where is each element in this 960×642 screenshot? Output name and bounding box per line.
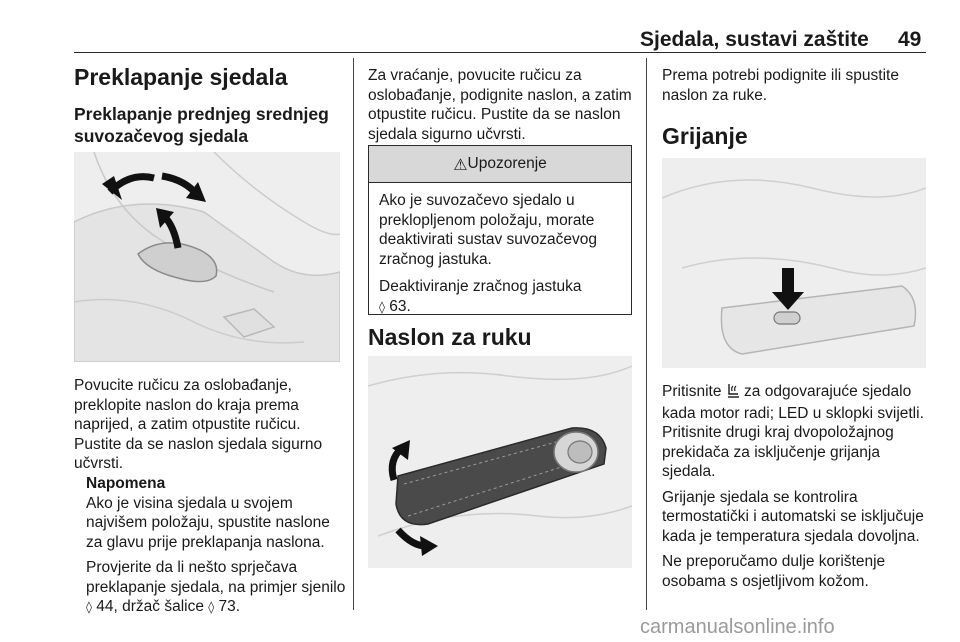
warning-icon: ⚠	[453, 154, 468, 174]
note-text-headrest: Ako je visina sjedala u svojem najvišem položaju, spustite naslone za glavu prije preklapanja naslona.	[86, 494, 330, 551]
page-reference-link[interactable]: 73	[218, 598, 236, 615]
warning-text-airbag: Ako je suvozačevo sjedalo u preklopljenom položaju, morate deaktivirati sustav suvozačevog zračnog jastuka.	[379, 192, 597, 268]
subsection-title-front-center-seat: Preklapanje prednjeg srednjeg suvozačevog sjedala	[74, 104, 329, 146]
warning-text-deactivation: Deaktiviranje zračnog jastuka ◊ 63.	[379, 278, 582, 315]
page-reference-link[interactable]: 63	[389, 297, 407, 315]
page-number: 49	[898, 28, 922, 51]
warning-header	[369, 146, 631, 183]
section-title-seat-folding: Preklapanje sjedala	[74, 64, 288, 90]
warning-title: Upozorenje	[467, 155, 547, 172]
column-divider	[353, 58, 354, 610]
instructions-return-seat: Za vraćanje, povucite ručicu za oslobađanje, podignite naslon, a zatim otpustite ručicu. Pustite da se naslon sjedala sigurno učvrsti.	[368, 67, 632, 143]
armrest-illustration	[368, 356, 632, 568]
header-rule	[74, 52, 926, 53]
seat-heating-icon	[726, 383, 740, 404]
section-title-heating: Grijanje	[662, 123, 748, 149]
note-text-obstructions: Provjerite da li nešto sprječava preklapanje sjedala, na primjer sjenilo ◊ 44, držač šalice ◊ 73.	[86, 559, 346, 615]
running-header-title: Sjedala, sustavi zaštite	[640, 28, 869, 51]
column-divider	[646, 58, 647, 610]
figure-armrest	[368, 356, 632, 568]
heating-thermostat-text: Grijanje sjedala se kontrolira termostatički i automatski se isključuje kada je temperatura sjedala dovoljna.	[662, 488, 924, 545]
section-title-armrest: Naslon za ruku	[368, 324, 532, 350]
page-reference-link[interactable]: 44	[96, 598, 114, 615]
armrest-adjust-text: Prema potrebi podignite ili spustite naslon za ruke.	[662, 67, 899, 104]
heating-warning-text: Ne preporučamo dulje korištenje osobama s osjetljivom kožom.	[662, 553, 886, 590]
seat-lever-illustration	[74, 152, 340, 362]
figure-seat-release-lever	[74, 152, 340, 362]
page-reference-icon: ◊	[379, 299, 385, 314]
seat-heating-illustration	[662, 158, 926, 368]
figure-seat-heating-switch	[662, 158, 926, 368]
page-reference-icon: ◊	[86, 600, 92, 614]
warning-box	[368, 145, 632, 315]
watermark: carmanualsonline.info	[640, 616, 835, 638]
warning-body	[369, 183, 631, 317]
instructions-fold-seat: Povucite ručicu za oslobađanje, preklopite naslon do kraja prema naprijed, a zatim otpustite ručicu. Pustite da se naslon sjedala sigurno učvrsti.	[74, 377, 323, 472]
page-reference-icon: ◊	[208, 600, 215, 614]
note-title: Napomena	[86, 475, 166, 492]
heating-instructions	[662, 382, 928, 591]
note-block	[86, 474, 348, 618]
heating-switch-text: Pritisnite za odgovarajuće sjedalo kada motor radi; LED u sklopki svijetli. Pritisnite drugi kraj dvopoložajnog prekidača za isključenje grijanja sjedala.	[662, 383, 924, 480]
